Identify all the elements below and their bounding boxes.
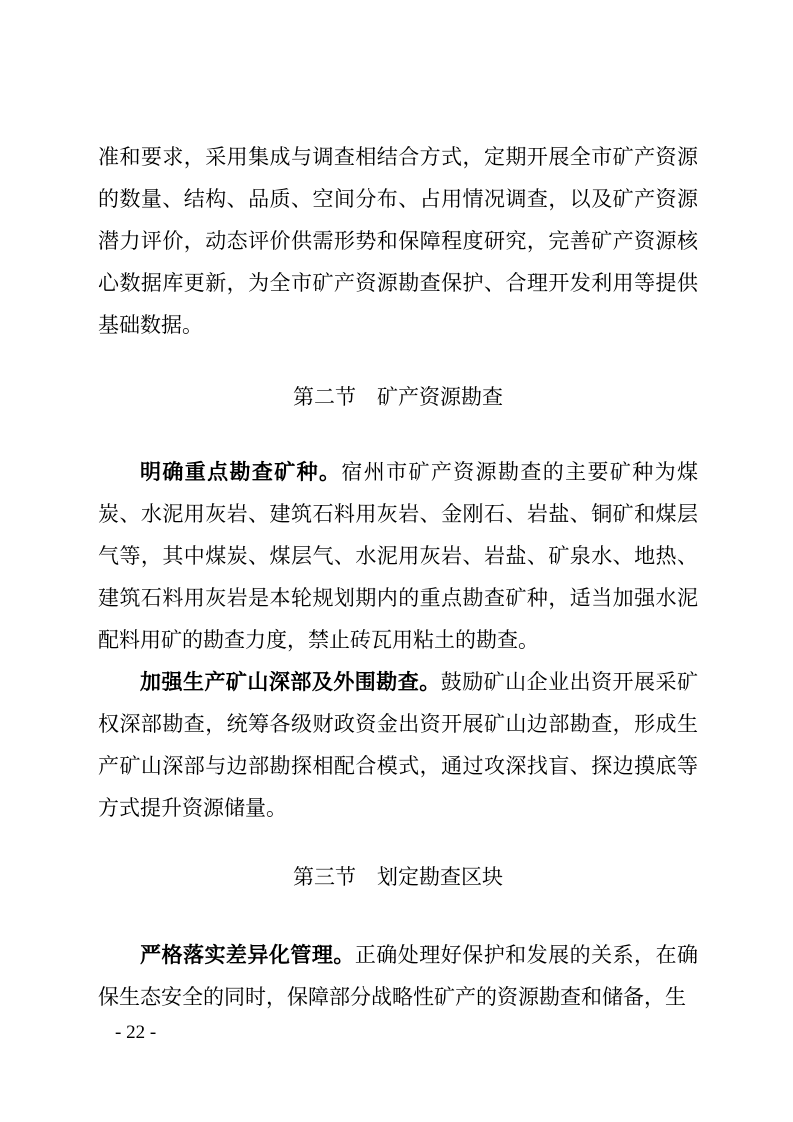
paragraph-lead: 明确重点勘查矿种。 (140, 460, 342, 484)
paragraph-continued (98, 136, 698, 346)
paragraph-deep-exploration (98, 661, 698, 829)
paragraph-text: 鼓励矿山企业出资开展采矿权深部勘查，统筹各级财政资金出资开展矿山边部勘查，形成生产矿山深部与边部勘探相配合模式，通过攻深找盲、探边摸底等方式提升资源储量。 (98, 670, 698, 820)
section-heading-2: 第二节 矿产资源勘查 (293, 385, 503, 409)
paragraph-text: 宿州市矿产资源勘查的主要矿种为煤炭、水泥用灰岩、建筑石料用灰岩、金刚石、岩盐、铜矿和煤层气等，其中煤炭、煤层气、水泥用灰岩、岩盐、矿泉水、地热、建筑石料用灰岩是本轮规划期内的重点勘查矿种，适当加强水泥配料用矿的勘查力度，禁止砖瓦用粘土的勘查。 (98, 460, 698, 652)
page-number: - 22 - (115, 1022, 157, 1043)
section-heading-3: 第三节 划定勘查区块 (293, 865, 503, 889)
paragraph-differentiated-management (98, 934, 698, 1018)
paragraph-text: 正确处理好保护和发展的关系，在确保生态安全的同时，保障部分战略性矿产的资源勘查和储备，生 (98, 943, 699, 1009)
paragraph-lead: 严格落实差异化管理。 (140, 943, 355, 967)
paragraph-text: 准和要求，采用集成与调查相结合方式，定期开展全市矿产资源的数量、结构、品质、空间分布、占用情况调查，以及矿产资源潜力评价，动态评价供需形势和保障程度研究，完善矿产资源核心数据库更新，为全市矿产资源勘查保护、合理开发利用等提供基础数据。 (98, 145, 698, 337)
paragraph-lead: 加强生产矿山深部及外围勘查。 (140, 670, 441, 694)
paragraph-key-minerals (98, 451, 698, 661)
